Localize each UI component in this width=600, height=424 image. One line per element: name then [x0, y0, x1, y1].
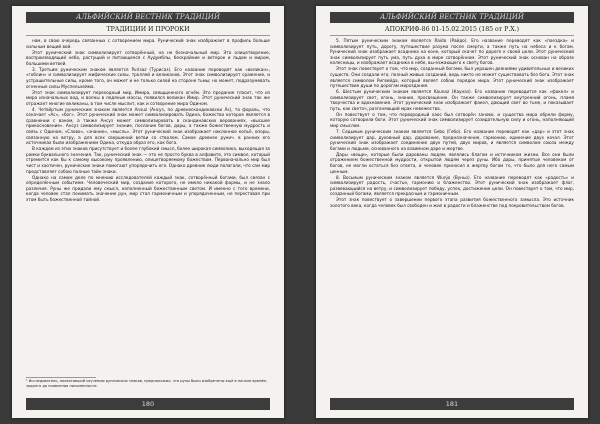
paragraph: Дары «вещи», которые были дарованы людям, являлись благом и источником жизни. Все они были отражением божественной мудрости, открытой людям через руны. Ибо дары, принятые человеком от богов, не могли остаться без ответа, и человек приносил в жертву богам то, что было для него самым ценным. [330, 151, 574, 174]
divider [26, 35, 270, 36]
paragraph: 8. Восьмым руническим знаком является Wunjo (Вуньо). Его название переводят как «радость» и символизирует радость, счастье, гармонию и блаженство. Этот рунический знак изображает флаг, развевающийся на ветру, и символизирует победу, успех, достижение цели. Он повествует о том, что мир, созданный богами, является прекрасным и гармоничным. [330, 174, 574, 197]
paragraph: 5. Пятым руническим знаком является Raido (Райдо). Его название переводят как «поездка» и символизирует путь, дорогу, путешествие разума после смерти, а также путь на небеса и к богам. Рунический знак изображает всадника на коне, который скачет по дороге к своей цели. Этот рунический знак символизирует путь ума, путь духа в мире сотворённом. Этот рунический знак основан на образе колесницы, и изображает всадника в небе, вы-езжающего к свету богов. [330, 38, 574, 66]
footnote [26, 377, 268, 388]
paragraph: Этот рунический знак символизирует сотворённый, на не безначальный мир. Это олицетворение, воспроизводящий небо, растущий и питающееся с Аудумблы, бескрайние и ветерок и льдом и миром, большими ветвей. [26, 49, 270, 66]
paragraph: 4. Четвёртым руническим знаком является Ansuz (Ансуз, по древнескандинавски Ás), та фораль, что означает «Ас», «бог». Этот рунический знак может символизировать Одина, божество которое является в сравнении с ваном, а также Ансуз может символизировать в скандинавских верованиях, «высшее прикосновение». Ансуз символизирует знание, послание богов, дары, а также божественную мудрость и связь с Одином, «Слово», «знание», «мысль». Этот рунический знак изображает наклонное копьё, опоры, связанную на ветру, а для всех свершений ветви со стволом. Самое древнее рунич. в ранних его источниках были изображением Одина, откуда образ его, как бога. [26, 106, 270, 146]
paragraph: Этот знак повествует о завершении первого этапа развития божественного замысла. Это источник золотого века, когда человек был свободен и жил в радости и блаженстве под покровительством богов. [330, 197, 574, 208]
paragraph: В каждом из этих знаков присутствует и более глубокий смысл, более широкая символика, выходящая за рамки буквального значения. Так, рунический знак — это не просто буква в алфавите, это символ, который стремится как бы к самому высокому проявлению, олицетворяемому божеством. Первоначально мир был чист и хаотичен, рунические знаки помогают упорядочить его. Однако древние люди полагали, что сам мир представляет собою полные тайн знаки. [26, 146, 270, 174]
paragraph: 7. Седьмым руническим знаком является Gebo (Гебо). Его название переводят как «дар» и этот знак символизирует дар, духовный дар, дарование, предназначение, гармонию, единение двух начал. Этот рунический знак изображает соединение двух путей, двух миров, и является символом союза между богами и людьми, основанного на взаимном даре и жертве. [330, 129, 574, 151]
page-number: 181 [330, 398, 574, 410]
paragraph: Этот знак символизирует переходный мир, Имира, свящщенного огнём. Это предание гласит, что из мира изначальных вод, и волны в ледяные массы, появился великан Имир. Этот рунический знак так же отражает многие великаны, в том числе мыслит, как и сотворение мира Одином. [26, 89, 270, 106]
section-title: ТРАДИЦИИ И ПРОРОКИ [106, 26, 190, 33]
right-page [316, 6, 588, 418]
paragraph: 3. Третьим руническим знаком является Purisaz (Турисаз). Его название переводят как «великан», «гоблин» и символизирует мифические силы, троллей и великанов. Этот знак символизирует сражение, и устрашительные силы, кроме того, он может и не только силой на стороне тьмы; но может, подразумевать огненные силы Муспельхейма. [26, 66, 270, 89]
page-header: АЛЬФИЙСКИЙ ВЕСТНИК ТРАДИЦИЙ [330, 12, 574, 23]
body-text [330, 38, 574, 378]
footnote-text: ¹ Исследователь, посвятивший изучению рунических знаков, предположил, что руны были изобретены ещё в начале времён, задолго до появления письменности. [26, 379, 268, 388]
divider [330, 35, 574, 36]
left-page [12, 6, 284, 418]
section-title: АПОКРИФ-86 01-15.02.2015 (185 от Р.Х.) [384, 26, 520, 33]
page-header: АЛЬФИЙСКИЙ ВЕСТНИК ТРАДИЦИЙ [26, 12, 270, 23]
paragraph: Однако на самом деле по мнению исследователей каждый знак, сотворённый богами, был связан с определённым событием. Человеческий мир, создание которого, не имело никакой формы, и не знало различия. Руны же придали ему смысл, наполненный божественным светом. И именно с того времени, когда человек стал понимать значение рун, мир стал гармоничным и упорядоченным, не переставая при этом быть божественной тайной. [26, 174, 270, 202]
page-number: 180 [26, 398, 270, 410]
paragraph: 6. Шестым руническим знаком является Kaunaz (Кауназ). Его название переводится как «факел» и символизирует свет, огонь, знание, просвещение. Он также символизирует внутренний огонь, пламя творчества и вдохновения. Этот рунический знак изображает факел, дающий свет во тьме, и показывает путь, как светоч, разгоняющий мрак невежества. [330, 89, 574, 111]
body-text [26, 38, 270, 378]
paragraph: Этот знак повествует о том, что мир, созданный богами, был украшен деяниями удивительных и великих существ. Они создали его, полный живых созданий, ведь никто не может существовать без бога. Этот знак является символом Ригвейда, который являет собою порядок мира. Этот рунический знак изображает путешествие души по дорогам мироздания. [330, 66, 574, 89]
paragraph: Он повествует о том, что первородный хаос был сотворён заново, и существа мира обрели форму, которую сотворили боги. Этот рунический знак символизирует созидательную силу и огонь, наполняющий мир смыслом. [330, 111, 574, 129]
paragraph: нам, в свою очередь связанных с сотворением мира. Рунический знак изображает в профиль больше сильным вещий вой. [26, 38, 270, 49]
